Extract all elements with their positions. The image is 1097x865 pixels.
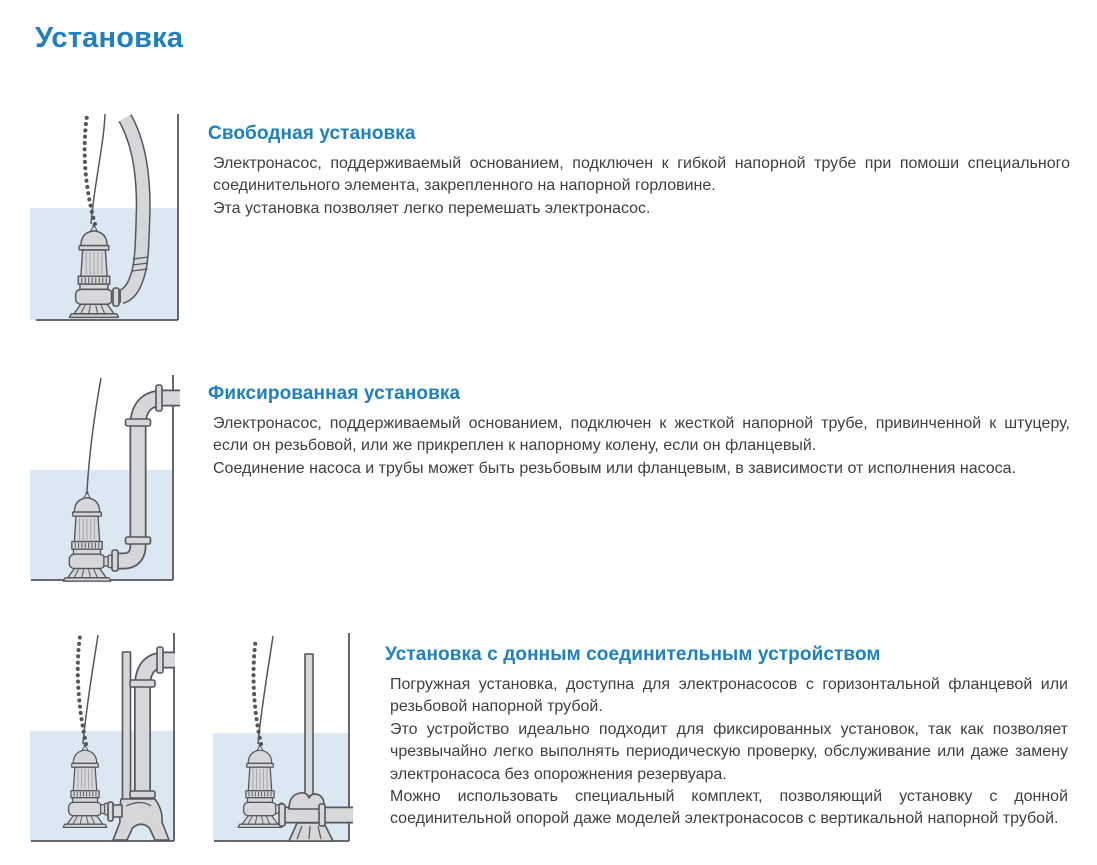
- section-paragraph: Электронасос, поддерживаемый основанием, подключен к гибкой напорной трубе при помоши специального соединительного элемента, закрепленного на напорной горловине.: [213, 155, 1070, 195]
- fixed-installation-figure: [30, 372, 180, 586]
- section-paragraph: Эта установка позволяет легко перемешать электронасос.: [213, 199, 651, 217]
- section-paragraph: Можно использовать специальный комплект, позволяющий установку с донной соединительной опорой даже моделей электронасосов с вертикальной напорной трубой.: [390, 788, 1068, 828]
- section-heading: Установка с донным соединительным устройством: [385, 644, 881, 665]
- bottom-coupling-duckfoot-figure: [30, 630, 175, 845]
- section-heading: Свободная установка: [208, 123, 416, 144]
- bottom-coupling-horizontal-pipe-figure: [213, 630, 353, 845]
- section-paragraph: Это устройство идеально подходит для фиксированных установок, так как позволяет чрезвычайно легко выполнять периодическую проверку, обслуживание или даже замену электронасоса без опорожнения резервуара.: [390, 720, 1068, 783]
- section-paragraph: Погружная установка, доступна для электронасосов с горизонтальной фланцевой или резьбовой напорной трубой.: [390, 676, 1068, 716]
- section-heading: Фиксированная установка: [208, 383, 461, 404]
- free-installation-figure: [30, 110, 180, 324]
- section-paragraph: Электронасос, поддерживаемый основанием, подключен к жесткой напорной трубе, привинченной к штуцеру, если он резьбовой, или же прикреплен к напорному колену, если он фланцевый.: [213, 415, 1070, 455]
- section-paragraph: Соединение насоса и трубы может быть резьбовым или фланцевым, в зависимости от исполнения насоса.: [213, 459, 1017, 477]
- page-title: Установка: [35, 22, 184, 54]
